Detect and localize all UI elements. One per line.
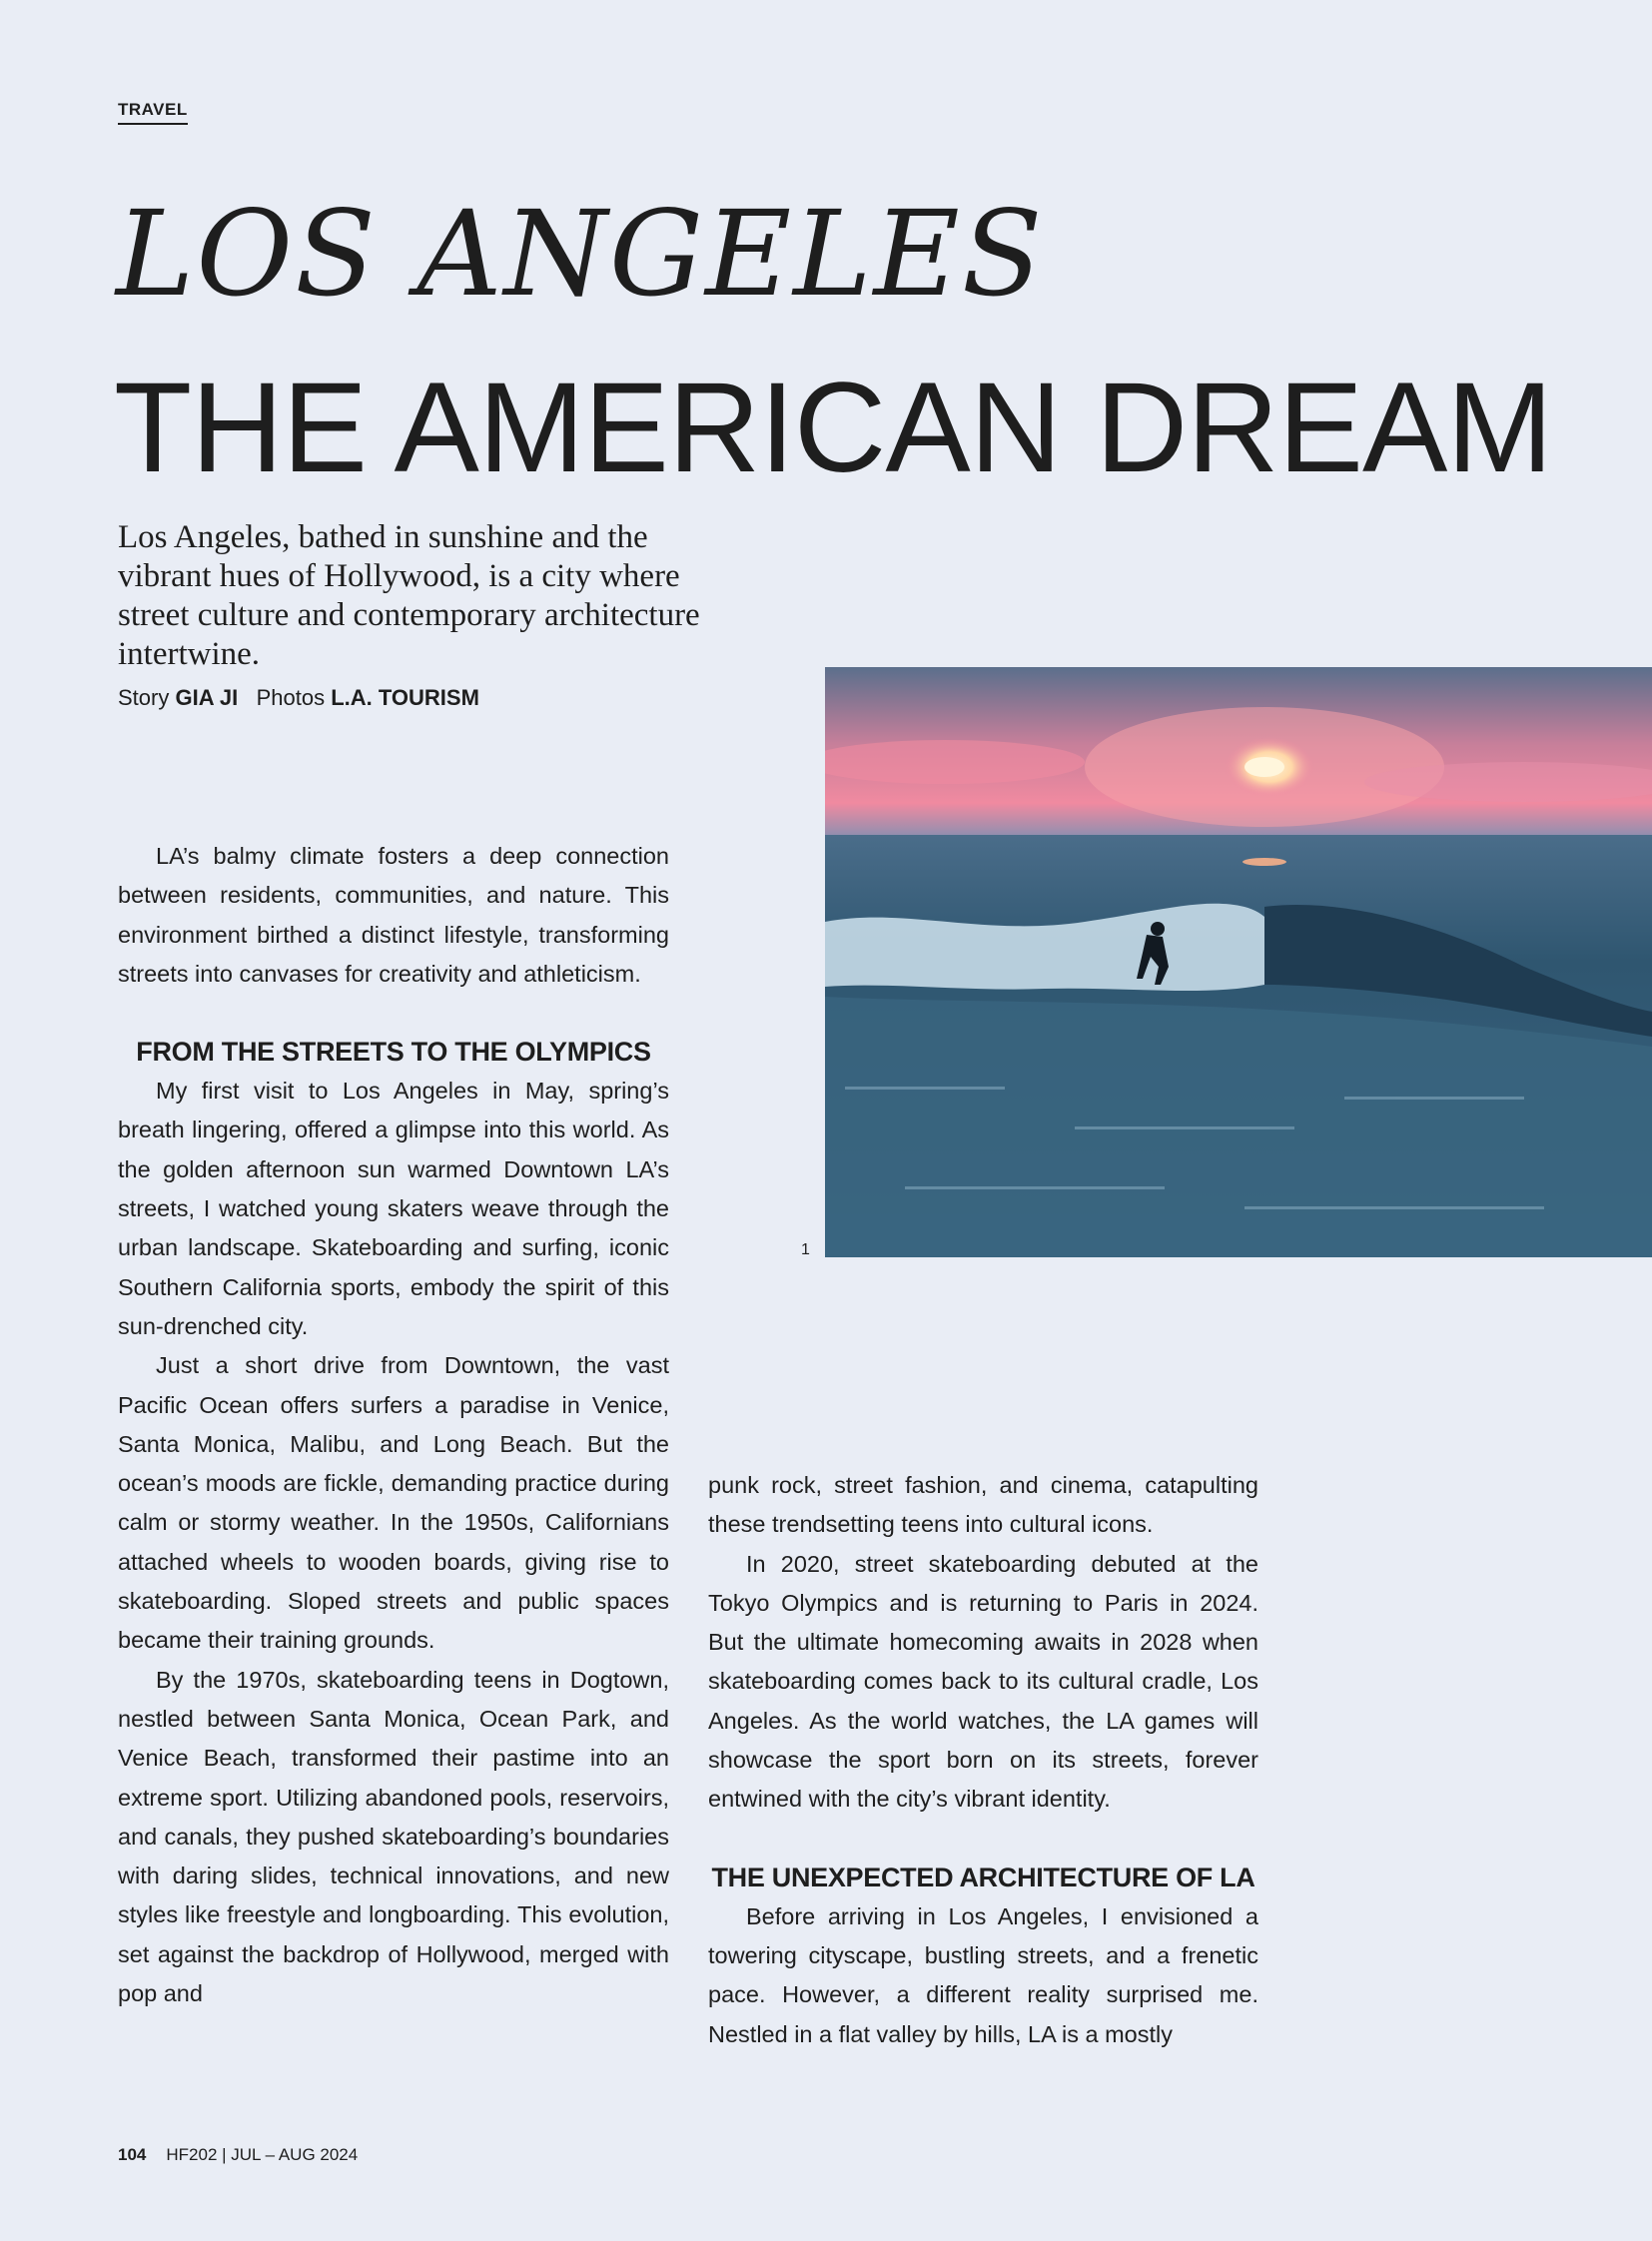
headline-script: LOS ANGELES: [116, 185, 1045, 323]
byline-photos-credit: L.A. TOURISM: [331, 685, 479, 710]
paragraph-3-continued: punk rock, street fashion, and cinema, catapulting these trendsetting teens into cultural icons.: [708, 1472, 1258, 1538]
byline: [118, 685, 479, 711]
intro-paragraph: LA’s balmy climate fosters a deep connection between residents, communities, and nature. This environment birthed a distinct lifestyle, transforming streets into canvases for creativity and athleticism.: [118, 843, 669, 987]
byline-story-author: GIA JI: [175, 685, 239, 710]
page-number: 104: [118, 2145, 147, 2164]
headline-main: THE AMERICAN DREAM: [114, 357, 1552, 499]
paragraph-1: My first visit to Los Angeles in May, spring’s breath lingering, offered a glimpse into this world. As the golden afternoon sun warmed Downtown LA’s streets, I watched young skaters weave through the urban landscape. Skateboarding and surfing, iconic Southern California sports, embody the spirit of this sun-drenched city.: [118, 1078, 669, 1339]
article-column-right: [708, 1466, 1258, 2054]
issue-info: HF202 | JUL – AUG 2024: [166, 2145, 359, 2164]
dek: Los Angeles, bathed in sunshine and the vibrant hues of Hollywood, is a city where street culture and contemporary architecture intertwine.: [118, 519, 700, 672]
heading-architecture: THE UNEXPECTED ARCHITECTURE OF LA: [711, 1862, 1255, 1892]
photo-illustration: [825, 667, 1652, 1257]
surfer-sunset-photo: [825, 667, 1652, 1257]
article-column-left: [118, 837, 669, 2013]
page-footer: [118, 2145, 358, 2165]
paragraph-3: By the 1970s, skateboarding teens in Dogtown, nestled between Santa Monica, Ocean Park, and Venice Beach, transformed their pastime into an extreme sport. Utilizing abandoned pools, reservoirs, and canals, they pushed skateboarding’s boundaries with daring slides, technical innovations, and new styles like freestyle and longboarding. This evolution, set against the backdrop of Hollywood, merged with pop and: [118, 1666, 669, 2007]
heading-streets-olympics: FROM THE STREETS TO THE OLYMPICS: [136, 1037, 651, 1068]
byline-photos-label: Photos: [256, 685, 326, 710]
byline-story-label: Story: [118, 685, 170, 710]
paragraph-5: Before arriving in Los Angeles, I envisioned a towering cityscape, bustling streets, and a frenetic pace. However, a different reality surprised me. Nestled in a flat valley by hills, LA is a mostly: [708, 1902, 1258, 2047]
section-tag: TRAVEL: [118, 100, 188, 125]
photo-number: 1: [801, 1241, 810, 1258]
paragraph-2: Just a short drive from Downtown, the vast Pacific Ocean offers surfers a paradise in Venice, Santa Monica, Malibu, and Long Beach. But the ocean’s moods are fickle, demanding practice during calm or stormy weather. In the 1950s, Californians attached wheels to wooden boards, giving rise to skateboarding. Sloped streets and public spaces became their training grounds.: [118, 1352, 669, 1654]
paragraph-4: In 2020, street skateboarding debuted at the Tokyo Olympics and is returning to Paris in 2024. But the ultimate homecoming awaits in 2028 when skateboarding comes back to its cultural cradle, Los Angeles. As the world watches, the LA games will showcase the sport born on its streets, forever entwined with the city’s vibrant identity.: [708, 1550, 1258, 1813]
